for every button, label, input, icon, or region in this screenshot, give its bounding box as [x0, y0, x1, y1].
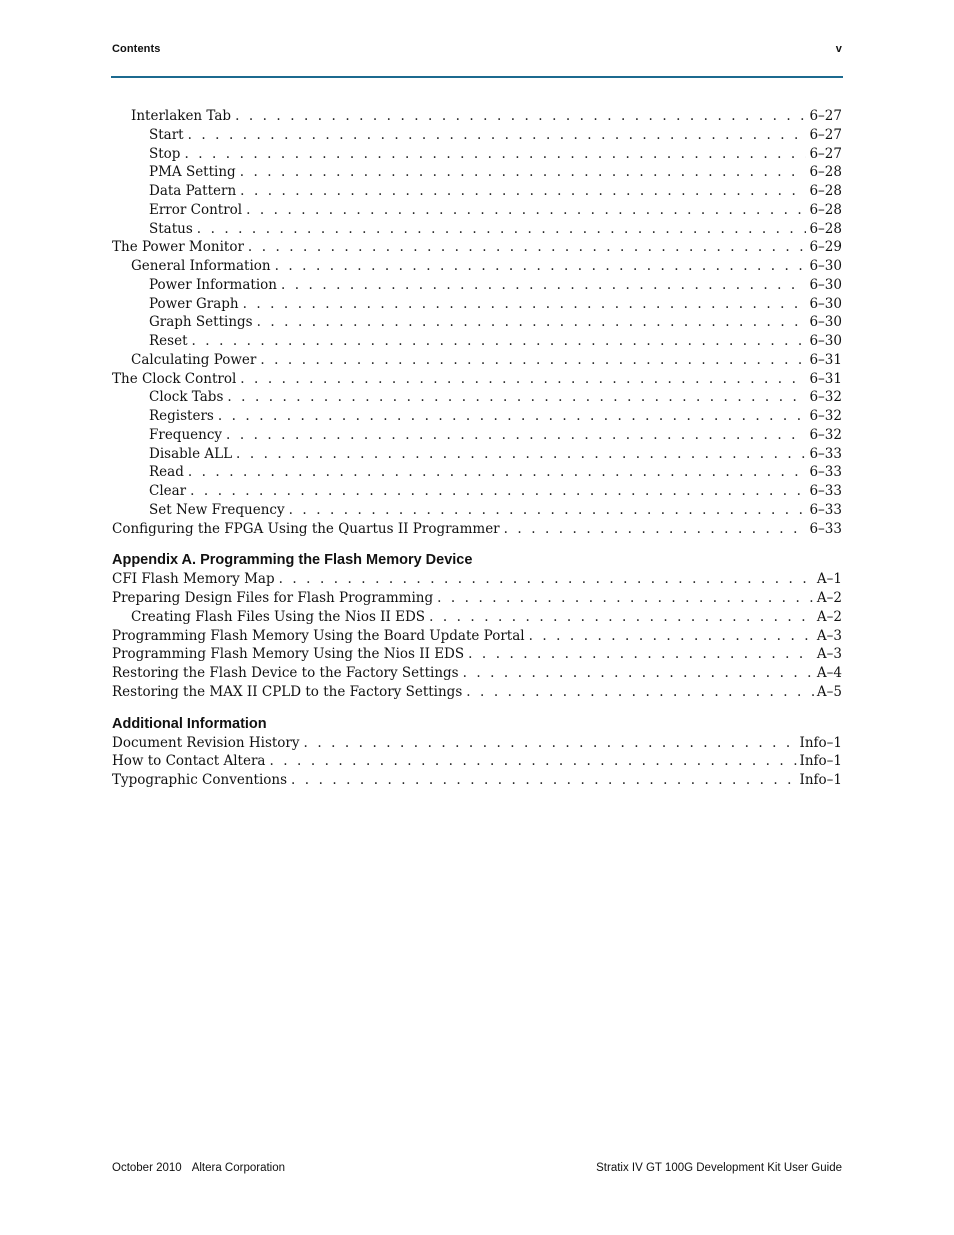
toc-entry-page: 6–33 [809, 483, 842, 499]
toc-entry[interactable] [112, 683, 842, 702]
toc-entry-title: PMA Setting [149, 164, 236, 181]
dot-leader [226, 426, 806, 445]
dot-leader [257, 313, 807, 332]
toc-entry[interactable] [112, 407, 842, 426]
toc-entry-page: 6–27 [809, 145, 842, 162]
toc-entry-page: A–4 [816, 665, 842, 681]
footer-company: Altera Corporation [191, 1162, 286, 1174]
toc-entry-title: Power Information [149, 276, 277, 293]
toc-entry-page: 6–30 [809, 276, 842, 293]
dot-leader [192, 332, 807, 351]
toc-entry[interactable] [112, 332, 842, 351]
toc-entry[interactable] [112, 608, 842, 627]
toc-entry-page: 6–28 [809, 183, 842, 199]
dot-leader [291, 771, 796, 790]
toc-entry-page: 6–31 [809, 370, 842, 387]
table-of-contents [112, 107, 842, 790]
toc-entry[interactable] [112, 501, 842, 520]
toc-entry-page: 6–33 [809, 464, 842, 481]
dot-leader [227, 388, 806, 407]
toc-entry[interactable] [112, 627, 842, 646]
dot-leader [188, 463, 807, 482]
toc-entry-page: A–5 [816, 683, 842, 700]
toc-entry[interactable] [112, 313, 842, 332]
toc-entry-title: How to Contact Altera [112, 753, 266, 770]
toc-entry-page: Info–1 [799, 734, 842, 751]
toc-entry-title: Preparing Design Files for Flash Programming [112, 590, 434, 606]
toc-entry[interactable] [112, 426, 842, 445]
toc-entry[interactable] [112, 463, 842, 482]
dot-leader [281, 276, 806, 295]
toc-entry-page: A–3 [816, 627, 842, 644]
toc-entry-page: 6–30 [809, 333, 842, 349]
dot-leader [466, 683, 814, 702]
toc-entry-page: A–1 [816, 571, 842, 588]
toc-entry-page: 6–32 [809, 408, 842, 424]
toc-entry-page: A–2 [816, 590, 842, 606]
toc-entry[interactable] [112, 664, 842, 683]
toc-entry-page: 6–33 [809, 520, 842, 537]
header-rule [111, 76, 843, 78]
toc-entry-title: General Information [131, 258, 271, 274]
toc-entry-title: Clock Tabs [149, 389, 224, 406]
toc-entry-title: Status [149, 220, 193, 237]
dot-leader [275, 257, 807, 276]
toc-entry[interactable] [112, 482, 842, 501]
toc-entry[interactable] [112, 201, 842, 220]
toc-entry[interactable] [112, 589, 842, 608]
toc-entry-title: Restoring the MAX II CPLD to the Factory Settings [112, 683, 463, 700]
toc-entry-title: Set New Frequency [149, 501, 285, 518]
dot-leader [243, 295, 807, 314]
dot-leader [188, 126, 807, 145]
dot-leader [463, 664, 814, 683]
toc-entry-page: 6–28 [809, 164, 842, 181]
toc-entry[interactable] [112, 220, 842, 239]
dot-leader [304, 734, 797, 753]
footer-left [112, 1162, 285, 1174]
toc-entry-page: 6–31 [809, 351, 842, 368]
toc-entry[interactable] [112, 771, 842, 790]
section-title: Appendix A. Programming the Flash Memory Device [112, 552, 473, 569]
toc-entry[interactable] [112, 570, 842, 589]
toc-entry-title: Reset [149, 333, 188, 349]
toc-entry-page: 6–28 [809, 220, 842, 237]
toc-entry-page: Info–1 [799, 772, 842, 788]
dot-leader [246, 201, 806, 220]
toc-entry-title: Typographic Conventions [112, 772, 288, 788]
running-header-section: Contents [112, 43, 161, 55]
toc-entry-title: Read [149, 464, 184, 481]
section-title: Additional Information [112, 715, 267, 732]
dot-leader [429, 608, 814, 627]
toc-entry-page: 6–27 [809, 108, 842, 124]
dot-leader [279, 570, 814, 589]
toc-entry-page: 6–30 [809, 258, 842, 274]
toc-entry-title: Graph Settings [149, 314, 253, 331]
dot-leader [504, 520, 807, 539]
toc-entry-page: 6–33 [809, 501, 842, 518]
toc-entry-page: A–3 [816, 646, 842, 663]
dot-leader [468, 645, 814, 664]
toc-entry-title: Restoring the Flash Device to the Factory Settings [112, 665, 459, 681]
toc-entry-page: 6–32 [809, 426, 842, 443]
toc-entry-title: Document Revision History [112, 734, 300, 751]
toc-entry[interactable] [112, 520, 842, 539]
toc-entry-title: Frequency [149, 426, 223, 443]
dot-leader [184, 145, 806, 164]
dot-leader [240, 163, 807, 182]
toc-entry-page: 6–33 [809, 445, 842, 462]
toc-entry-title: Configuring the FPGA Using the Quartus II Programmer [112, 520, 500, 537]
toc-entry-title: Interlaken Tab [131, 108, 232, 124]
toc-entry[interactable] [112, 351, 842, 370]
toc-entry-page: 6–30 [809, 314, 842, 331]
toc-entry[interactable] [112, 370, 842, 389]
toc-entry-page: A–2 [816, 608, 842, 625]
toc-entry-page: 6–28 [809, 201, 842, 218]
dot-leader [235, 107, 806, 126]
toc-entry[interactable] [112, 107, 842, 126]
toc-entry[interactable] [112, 257, 842, 276]
dot-leader [240, 370, 806, 389]
toc-entry-title: Programming Flash Memory Using the Nios II EDS [112, 646, 465, 663]
footer-date: October 2010 [112, 1162, 182, 1174]
toc-entry-title: Start [149, 126, 184, 143]
toc-entry[interactable] [112, 388, 842, 407]
toc-entry-title: Data Pattern [149, 183, 237, 199]
toc-entry-title: Stop [149, 145, 181, 162]
toc-entry[interactable] [112, 734, 842, 753]
toc-entry-title: Creating Flash Files Using the Nios II EDS [131, 608, 426, 625]
toc-entry[interactable] [112, 645, 842, 664]
dot-leader [289, 501, 807, 520]
dot-leader [248, 238, 807, 257]
toc-entry-title: Disable ALL [149, 445, 233, 462]
toc-entry-title: Power Graph [149, 295, 239, 312]
toc-entry[interactable] [112, 445, 842, 464]
toc-entry-title: Clear [149, 483, 187, 499]
toc-entry-title: Programming Flash Memory Using the Board Update Portal [112, 627, 525, 644]
toc-entry-page: 6–27 [809, 126, 842, 143]
dot-leader [437, 589, 814, 608]
toc-entry-title: Calculating Power [131, 351, 257, 368]
toc-entry-title: CFI Flash Memory Map [112, 571, 275, 588]
dot-leader [240, 182, 806, 201]
toc-entry[interactable] [112, 163, 842, 182]
toc-entry-page: Info–1 [799, 753, 842, 770]
dot-leader [190, 482, 806, 501]
toc-entry-page: 6–32 [809, 389, 842, 406]
toc-entry[interactable] [112, 752, 842, 771]
toc-entry-title: Registers [149, 408, 214, 424]
toc-entry-page: 6–30 [809, 295, 842, 312]
running-header-page-number: v [835, 43, 842, 55]
toc-entry[interactable] [112, 182, 842, 201]
toc-entry[interactable] [112, 238, 842, 257]
toc-entry-title: Error Control [149, 201, 243, 218]
toc-entry[interactable] [112, 126, 842, 145]
toc-entry-title: The Power Monitor [112, 239, 244, 256]
dot-leader [236, 445, 806, 464]
toc-entry[interactable] [112, 295, 842, 314]
dot-leader [197, 220, 807, 239]
toc-entry-page: 6–29 [809, 239, 842, 256]
dot-leader [260, 351, 806, 370]
toc-entry-title: The Clock Control [112, 370, 237, 387]
dot-leader [529, 627, 814, 646]
toc-entry[interactable] [112, 145, 842, 164]
footer-document-title: Stratix IV GT 100G Development Kit User Guide [596, 1162, 842, 1174]
toc-entry[interactable] [112, 276, 842, 295]
dot-leader [218, 407, 807, 426]
dot-leader [269, 752, 796, 771]
